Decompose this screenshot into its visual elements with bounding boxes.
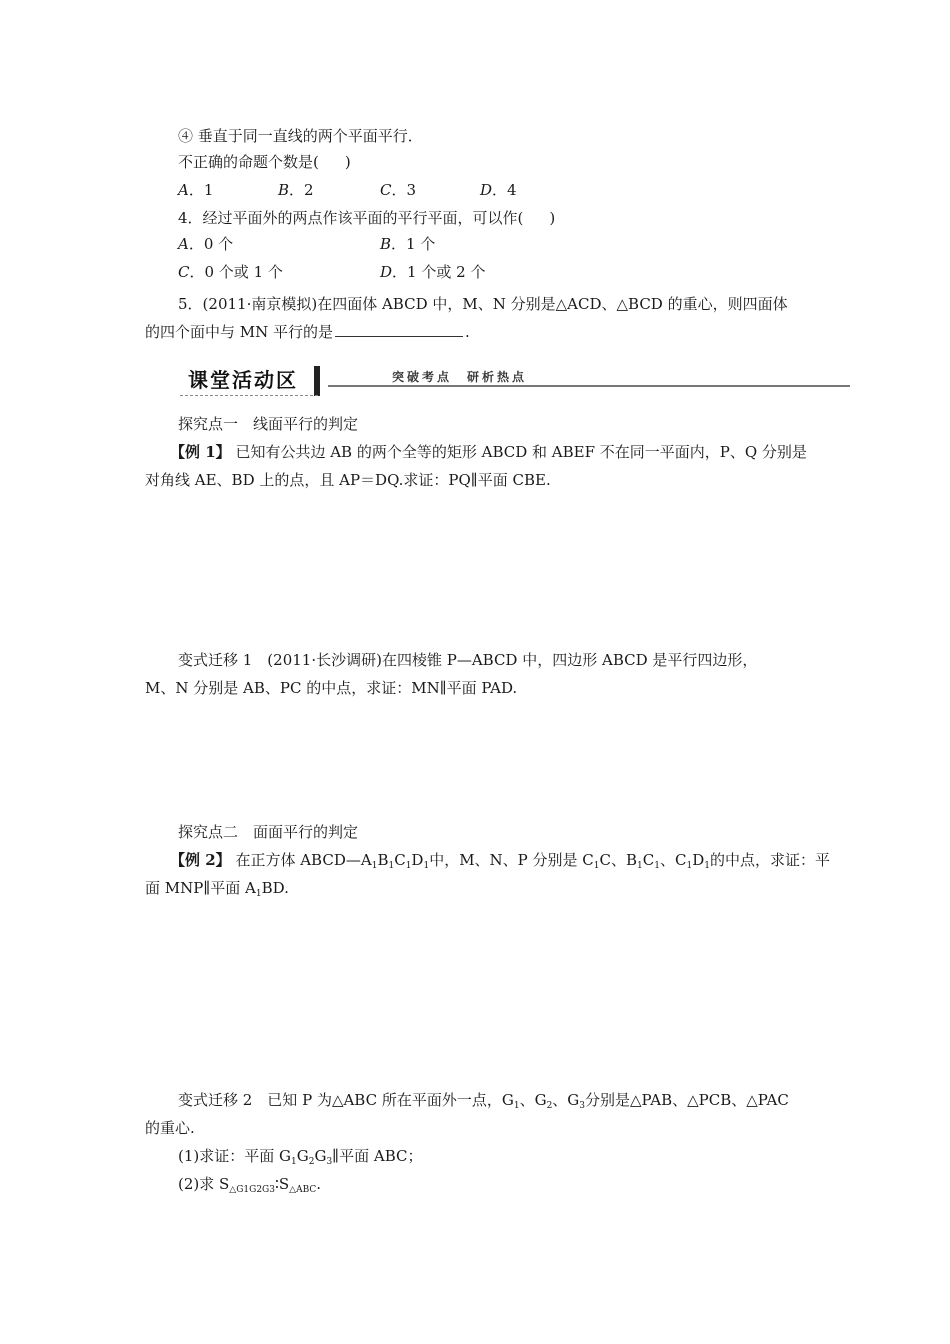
example2-line2 [145, 878, 289, 898]
option-text: 1 个 [406, 235, 436, 253]
option-text: 1 [203, 181, 214, 199]
text-run: C [642, 851, 655, 869]
option-text: 4 [507, 181, 517, 199]
section-subtitle: 突破考点 研析热点 [392, 370, 528, 384]
section-banner [178, 366, 850, 400]
q3-stem-text: 不正确的命题个数是( [178, 153, 319, 171]
subscript: 2 [546, 1101, 553, 1111]
example2-line1 [170, 850, 830, 870]
subscript: 1 [371, 861, 378, 871]
text-run: 、C [659, 851, 687, 869]
subscript: 1 [686, 861, 693, 871]
q3-option-b: B．2 [278, 181, 314, 199]
text-run: C、B [599, 851, 638, 869]
text-run: 在正方体 ABCD—A [235, 851, 372, 869]
option-letter: B [278, 181, 290, 199]
subscript: 3 [579, 1101, 586, 1111]
text-run: (2)求 S [178, 1175, 230, 1193]
variant2-line2: 的重心. [145, 1119, 195, 1137]
text-run: 分别是△PAB、△PCB、△PAC [585, 1091, 789, 1109]
banner-dashed-underline [180, 395, 318, 396]
option-text: 3 [406, 181, 417, 199]
q3-stem [178, 152, 351, 172]
q5-line1: 5．(2011·南京模拟)在四面体 ABCD 中，M、N 分别是△ACD、△BCD 的重心，则四面体 [178, 295, 788, 313]
subscript: 2 [308, 1157, 315, 1167]
point1-title: 探究点一 线面平行的判定 [178, 415, 359, 433]
subscript: 1 [405, 861, 412, 871]
example1-line1 [170, 442, 807, 462]
subscript: 1 [637, 861, 643, 871]
example1-text: 已知有公共边 AB 的两个全等的矩形 ABCD 和 ABEF 不在同一平面内，P、Q 分别是 [235, 443, 807, 461]
subscript: 1 [654, 861, 660, 871]
text-run: 变式迁移 2 已知 P 为△ABC 所在平面外一点，G [178, 1091, 514, 1109]
text-run: ∥平面 ABC； [332, 1147, 423, 1165]
subscript: 3 [326, 1157, 333, 1167]
example1-tag: 【例 1】 [170, 443, 231, 461]
subscript: 1 [423, 861, 430, 871]
q4-option-a: A．0 个 [178, 235, 234, 253]
option-letter: D [480, 181, 493, 199]
text-run: D [692, 851, 705, 869]
option-letter: C [380, 181, 392, 199]
option-letter: B [380, 235, 392, 253]
point2-title: 探究点二 面面平行的判定 [178, 823, 359, 841]
option-letter: A [178, 181, 189, 199]
text-run: 的中点，求证：平 [709, 851, 830, 869]
subscript: 1 [255, 889, 262, 899]
text-run: G [296, 1147, 309, 1165]
q3-close: ) [344, 153, 351, 171]
text-run: (1)求证：平面 G [178, 1147, 291, 1165]
subscript: 1 [513, 1101, 520, 1111]
option-text: 0 个或 1 个 [204, 263, 283, 281]
text-run: 、G [552, 1091, 580, 1109]
q5-end: . [465, 323, 470, 341]
q5-line2 [145, 322, 470, 342]
q4-option-c: C．0 个或 1 个 [178, 263, 283, 281]
option-letter: D [380, 263, 393, 281]
option-letter: A [178, 235, 189, 253]
subscript: △ABC [289, 1185, 317, 1195]
q4-stem [178, 208, 555, 228]
q4-option-b: B．1 个 [380, 235, 436, 253]
answer-blank[interactable] [335, 322, 463, 337]
q4-option-d: D．1 个或 2 个 [380, 263, 486, 281]
text-run: B [377, 851, 389, 869]
q3-option-c: C．3 [380, 181, 417, 199]
variant2-line1 [178, 1090, 789, 1110]
variant2-part2 [178, 1174, 321, 1194]
text-run: 、G [519, 1091, 547, 1109]
subscript: 1 [388, 861, 395, 871]
subscript: 1 [291, 1157, 297, 1167]
q3-option-a: A．1 [178, 181, 214, 199]
q4-close: ) [549, 209, 556, 227]
subscript: 1 [593, 861, 600, 871]
text-run: ∶S [274, 1175, 290, 1193]
text-run: C [394, 851, 406, 869]
q3-item4: ④ 垂直于同一直线的两个平面平行． [178, 127, 423, 145]
text-run: . [316, 1175, 322, 1193]
option-text: 0 个 [203, 235, 234, 253]
section-title: 课堂活动区 [184, 368, 306, 392]
option-text: 2 [304, 181, 314, 199]
text-run: G [314, 1147, 327, 1165]
q4-stem-text: 4．经过平面外的两点作该平面的平行平面，可以作( [178, 209, 524, 227]
variant1-line1: 变式迁移 1 (2011·长沙调研)在四棱锥 P—ABCD 中，四边形 ABCD 是平行四边形， [178, 651, 758, 669]
option-letter: C [178, 263, 190, 281]
example1-line2: 对角线 AE、BD 上的点，且 AP＝DQ.求证：PQ∥平面 CBE. [145, 471, 551, 489]
q3-option-d: D．4 [480, 181, 517, 199]
q5-line2-text: 的四个面中与 MN 平行的是 [145, 323, 334, 341]
variant1-line2: M、N 分别是 AB、PC 的中点，求证：MN∥平面 PAD. [145, 679, 518, 697]
option-text: 1 个或 2 个 [407, 263, 486, 281]
example2-tag: 【例 2】 [170, 851, 231, 869]
subscript: 1 [704, 861, 710, 871]
text-run: BD. [261, 879, 289, 897]
banner-divider [314, 366, 320, 396]
variant2-part1 [178, 1146, 422, 1166]
text-run: D [411, 851, 424, 869]
text-run: 面 MNP∥平面 A [145, 879, 256, 897]
subscript: △G1G2G3 [229, 1185, 275, 1195]
text-run: 中，M、N、P 分别是 C [429, 851, 594, 869]
